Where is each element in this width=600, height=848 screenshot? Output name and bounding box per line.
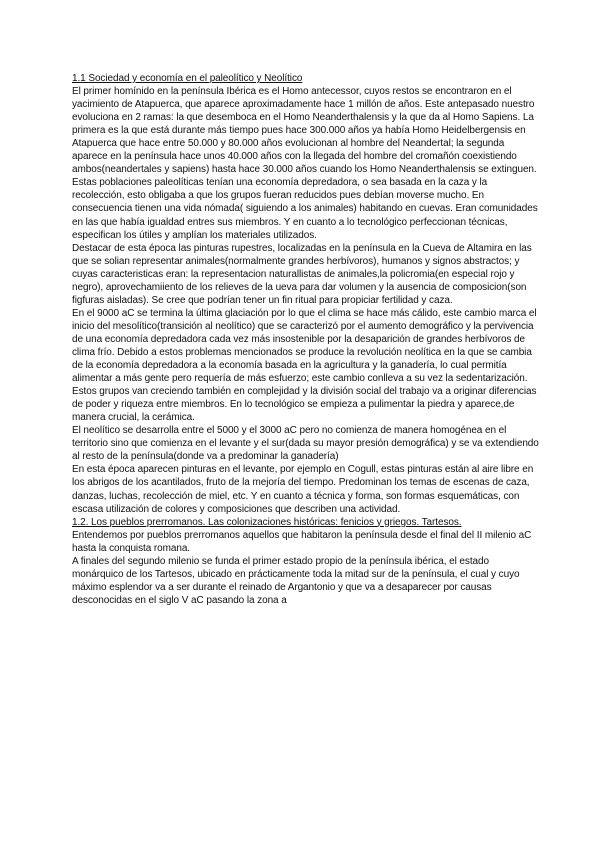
section-heading-1-1: 1.1 Sociedad y economía en el paleolítico y Neolítico bbox=[72, 73, 303, 84]
paragraph-levantine-art: En esta época aparecen pinturas en el levante, por ejemplo en Cogull, estas pinturas están al aire libre en los abrigos de los acantilados, fruto de la mejoría del tiempo. Predominan los temas de escenas de caza, danzas, luchas, recolección de miel, etc. Y en cuanto a técnica y forma, son formas esquemáticas, con escasa utilización de colores y composiciones que describen una actividad. bbox=[72, 464, 534, 515]
section-heading-1-2: 1.2. Los pueblos prerromanos. Las colonizaciones históricas: fenicios y griegos. Tartesos. bbox=[72, 516, 462, 528]
document-body bbox=[72, 72, 542, 607]
paragraph-cave-paintings: Destacar de esta época las pinturas rupestres, localizadas en la península en la Cueva de Altamira en las que se solian representar animales(normalmente grandes herbívoros), humanos y signos abstractos; y cuyas caracteristicas eran: la representacion naturallistas de animales,la policromia(en especial rojo y negro), aprovechamiiento de los relieves de la ueva para dar volumen y la ausencia de composicion(son figfuras aisladas). Se cree que podrían tener un fin ritual para propiciar fertilidad y caza. bbox=[72, 242, 532, 306]
paragraph-paleolithic-economy: Estas poblaciones paleolíticas tenían una economía depredadora, o sea basada en la caza y la recolección, esto obligaba a que los grupos fueran reducidos pues debían moverse mucho. En consecuencia tienen una vida nómada( siguiendo a los animales) habitando en cuevas. Eran comunidades en las que había igualdad entres sus miembros. Y en cuanto a lo tecnológico perfeccionan técnicas, especifican los útiles y amplían los materiales utilizados. bbox=[72, 177, 538, 241]
paragraph-neolithic-revolution: En el 9000 aC se termina la última glaciación por lo que el clima se hace más cálido, este cambio marca el inicio del mesolítico(transición al neolítico) que se caracterizó por el aumento demográfico y la pervivencia de una economía depredadora cada vez más insostenible por la desaparición de grandes herbívoros de clima frío. Debido a estos problemas mencionados se produce la revolución neolítica en la que se cambia de la economía depredadora a la economía basada en la agricultura y la ganadería, lo cual permitía alimentar a más gente pero requería de más esfuerzo; este cambio conlleva a su vez la sedentarización. Estos grupos van creciendo también en complejidad y la división social del trabajo va a originar diferencias de poder y riqueza entre miembros. En lo tecnológico se empieza a pulimentar la piedra y aparece,de manera crucial, la cerámica. bbox=[72, 307, 537, 424]
paragraph-prerroman-definition: Entendemos por pueblos prerromanos aquellos que habitaron la península desde el final del II milenio aC hasta la conquista romana. bbox=[72, 529, 532, 554]
paragraph-tartessos: A finales del segundo milenio se funda el primer estado propio de la península ibérica, el estado monárquico de los Tartesos, ubicado en prácticamente toda la mitad sur de la península, el cual y cuyo máximo esplendor va a ser durante el reinado de Argantonio y que va a desaparecer por causas desconocidas en el siglo V aC pasando la zona a bbox=[72, 555, 520, 606]
paragraph-origins: El primer homínido en la península Ibérica es el Homo antecessor, cuyos restos se encontraron en el yacimiento de Atapuerca, que aparece aproximadamente hace 1 millón de años. Este antepasado nuestro evoluciona en 2 ramas: la que desemboca en el Homo Neanderthalensis y la que da al Homo Sapiens. La primera es la que está durante más tiempo pues hace 300.000 años ya había Homo Heidelbergensis en Atapuerca que hace entre 50.000 y 80.000 años evolucionan al hombre del Neandertal; la segunda aparece en la península hace unos 40.000 años con la llegada del hombre del cromañón coexistiendo ambos(neandertales y sapiens) hasta hace 30.000 años cuando los Homo Neanderthalensis se extinguen. bbox=[72, 86, 537, 176]
paragraph-neolithic-spread: El neolítico se desarrolla entre el 5000 y el 3000 aC pero no comienza de manera homogénea en el territorio sino que comienza en el levante y el sur(dada su mayor presión demográfica) y se va extendiendo al resto de la península(donde va a predominar la ganadería) bbox=[72, 425, 539, 463]
